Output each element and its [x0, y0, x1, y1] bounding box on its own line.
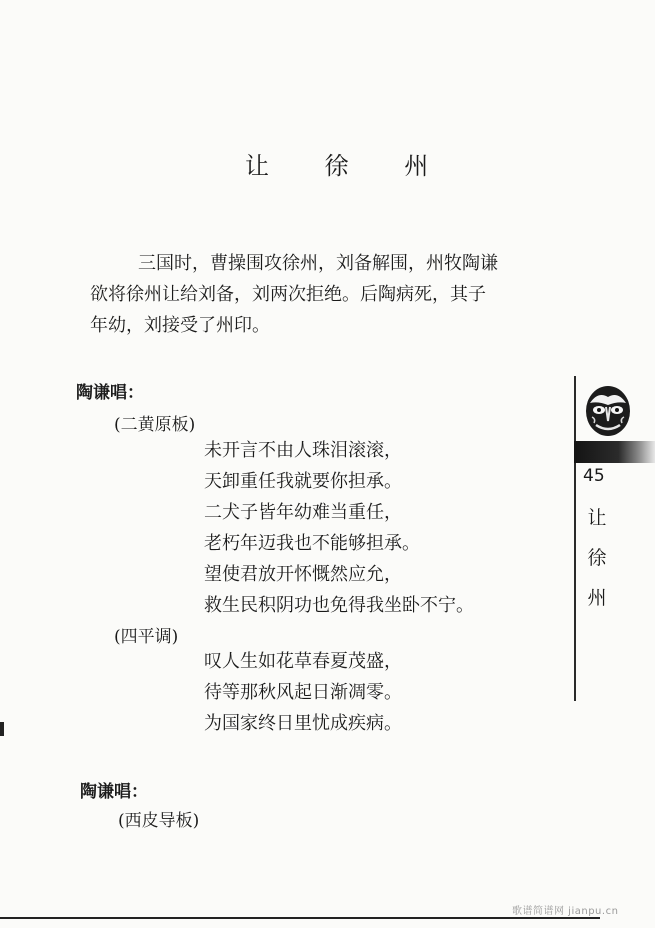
- verse-line: 为国家终日里忧成疾病。: [204, 713, 402, 734]
- tune-label: (四平调): [114, 627, 179, 647]
- bottom-rule: [0, 917, 600, 919]
- verse-line: 未开言不由人珠泪滚滚，: [204, 440, 402, 461]
- verse-line: 二犬子皆年幼难当重任，: [204, 502, 402, 523]
- side-title-char: 州: [587, 587, 607, 609]
- margin-mark: [0, 722, 4, 736]
- verse-line: 救生民积阴功也免得我坐卧不宁。: [204, 595, 474, 616]
- verse-block: [204, 435, 474, 621]
- verse-line: 天卸重任我就要你担承。: [204, 471, 402, 492]
- intro-line: 年幼，刘接受了州印。: [90, 315, 270, 336]
- verse-block: [204, 646, 402, 739]
- intro-line: 三国时，曹操围攻徐州，刘备解围，州牧陶谦: [138, 253, 498, 274]
- opera-mask-icon: [582, 383, 634, 439]
- speaker-label: 陶谦唱：: [76, 383, 144, 403]
- speaker-label: 陶谦唱：: [80, 782, 148, 802]
- side-tab-title: [584, 498, 610, 618]
- tune-label: (二黄原板): [114, 415, 196, 435]
- tune-label: (西皮导板): [118, 811, 200, 831]
- verse-line: 待等那秋风起日渐凋零。: [204, 682, 402, 703]
- intro-paragraph: [90, 248, 498, 341]
- page-title: 让 徐 州: [245, 152, 453, 180]
- verse-line: 叹人生如花草春夏茂盛，: [204, 651, 402, 672]
- watermark: 歌谱简谱网 jianpu.cn: [512, 906, 619, 917]
- page-number: 45: [583, 466, 605, 486]
- side-title-char: 让: [587, 507, 607, 529]
- side-title-char: 徐: [587, 547, 607, 569]
- verse-line: 望使君放开怀慨然应允，: [204, 564, 402, 585]
- side-divider: [574, 376, 576, 701]
- side-tab-bar: [574, 441, 655, 463]
- intro-line: 欲将徐州让给刘备，刘两次拒绝。后陶病死，其子: [90, 284, 486, 305]
- verse-line: 老朽年迈我也不能够担承。: [204, 533, 420, 554]
